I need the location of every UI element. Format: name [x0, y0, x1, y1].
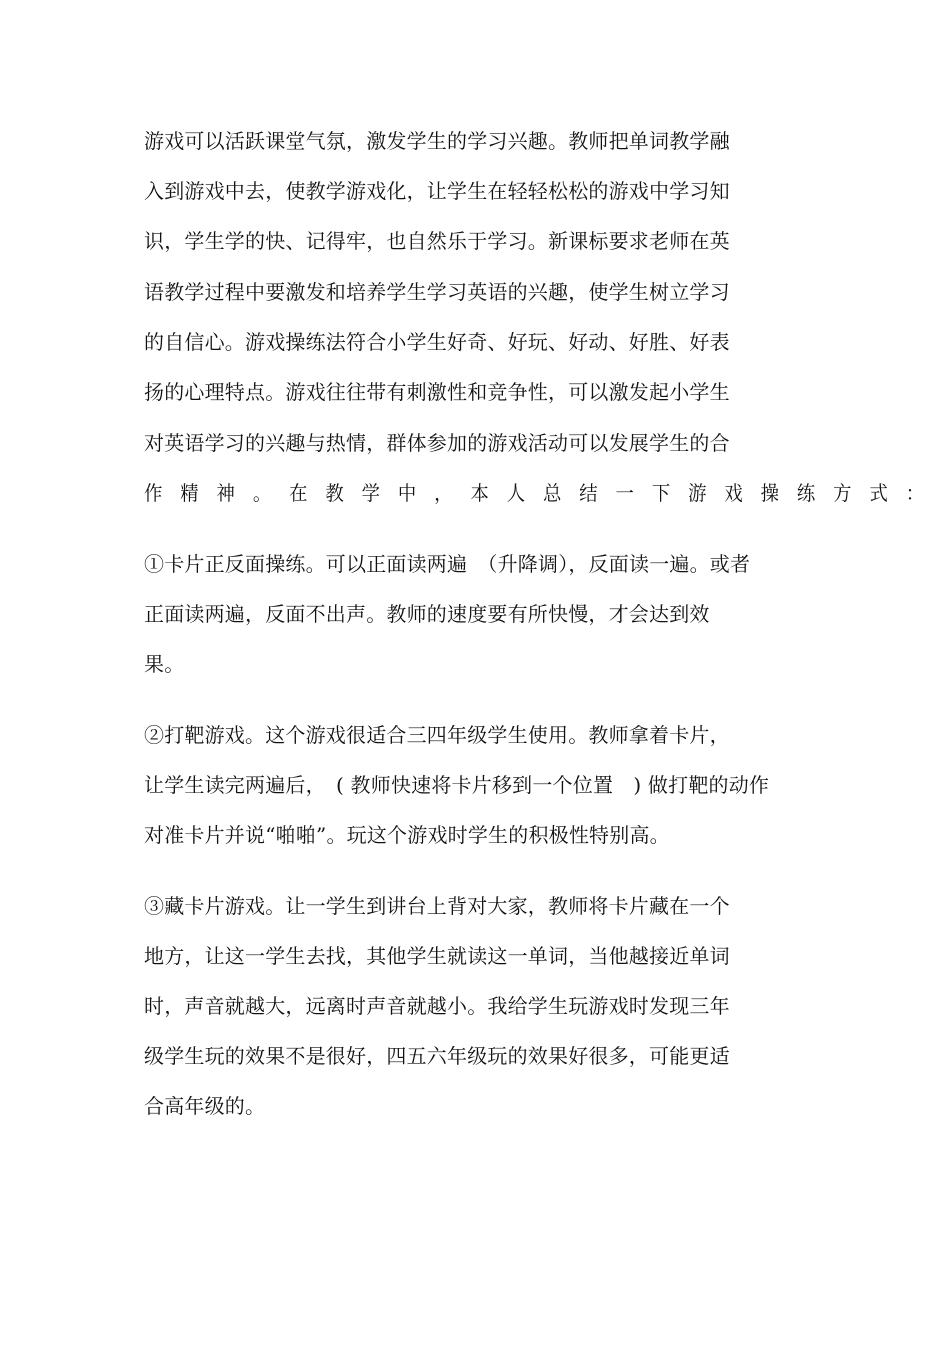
text-line: 时，声音就越大，远离时声音就越小。我给学生玩游戏时发现三年 [144, 994, 730, 1018]
text-line: 让学生读完两遍后， ( 教师快速将卡片移到一个位置 ) 做打靶的动作 [144, 773, 770, 797]
text-line: 入到游戏中去，使教学游戏化，让学生在轻轻松松的游戏中学习知 [144, 179, 730, 203]
text-line: 对英语学习的兴趣与热情，群体参加的游戏活动可以发展学生的合 [144, 431, 730, 455]
text-line: 级学生玩的效果不是很好，四五六年级玩的效果好很多，可能更适 [144, 1044, 730, 1068]
text-line: 正面读两遍，反面不出声。教师的速度要有所快慢，才会达到效 [144, 602, 710, 626]
text-line: 语教学过程中要激发和培养学生学习英语的兴趣，使学生树立学习 [144, 280, 730, 304]
text-line: 游戏可以活跃课堂气氛，激发学生的学习兴趣。教师把单词教学融 [144, 129, 730, 153]
text-line: 地方，让这一学生去找，其他学生就读这一单词，当他越接近单词 [144, 944, 730, 968]
text-line: 对准卡片并说“啪啪”。玩这个游戏时学生的积极性特别高。 [144, 823, 670, 847]
text-line: 合高年级的。 [144, 1094, 266, 1118]
text-line: ③藏卡片游戏。让一学生到讲台上背对大家，教师将卡片藏在一个 [144, 894, 730, 918]
text-line: 的自信心。游戏操练法符合小学生好奇、好玩、好动、好胜、好表 [144, 330, 730, 354]
text-line: ②打靶游戏。这个游戏很适合三四年级学生使用。教师拿着卡片， [144, 723, 730, 747]
text-line: ①卡片正反面操练。可以正面读两遍 （升降调），反面读一遍。或者 [144, 552, 751, 576]
text-line: 作精神。在教学中，本人总结一下游戏操练方式： [144, 481, 942, 505]
text-line: 扬的心理特点。游戏往往带有刺激性和竞争性，可以激发起小学生 [144, 380, 730, 404]
text-line: 识，学生学的快、记得牢，也自然乐于学习。新课标要求老师在英 [144, 229, 730, 253]
text-line: 果。 [144, 652, 185, 676]
